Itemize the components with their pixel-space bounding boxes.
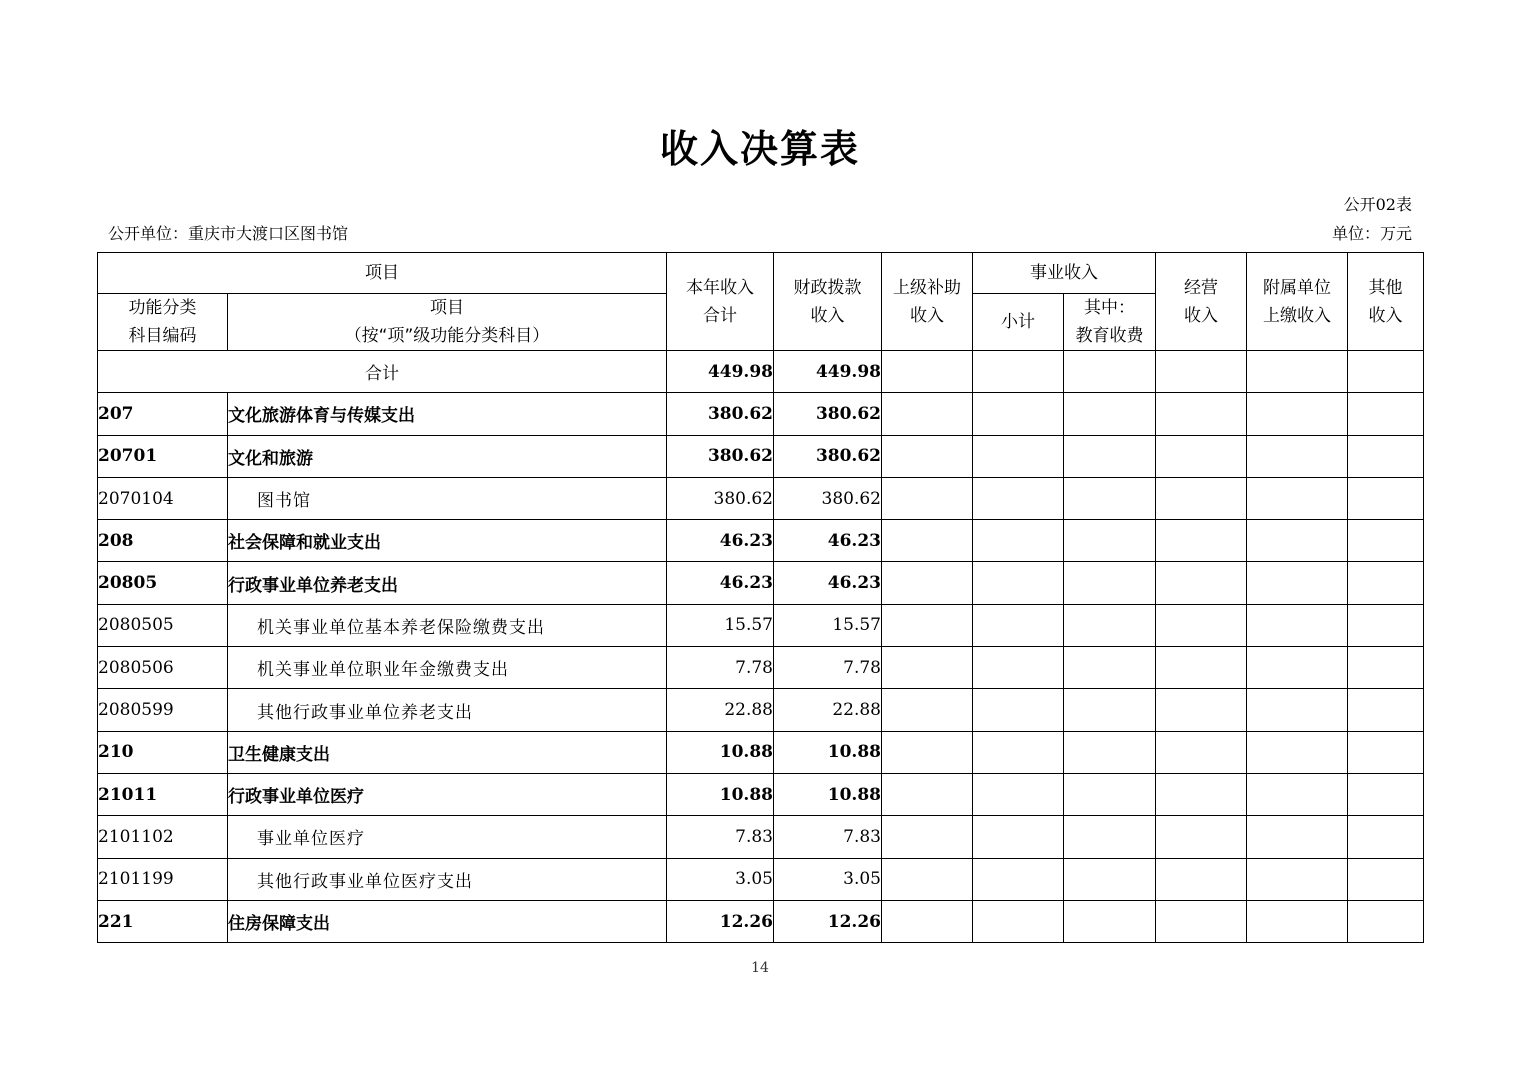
page-number: 14 xyxy=(751,960,769,976)
row-code: 20805 xyxy=(98,562,228,604)
row-fiscal: 3.05 xyxy=(774,858,882,900)
header-total-income xyxy=(667,253,774,351)
empty-cell xyxy=(1247,773,1348,815)
empty-cell xyxy=(1064,647,1156,689)
empty-cell xyxy=(973,562,1064,604)
row-total-income: 10.88 xyxy=(667,773,774,815)
empty-cell xyxy=(1247,900,1348,942)
row-name: 机关事业单位职业年金缴费支出 xyxy=(228,647,667,689)
empty-cell xyxy=(1247,435,1348,477)
empty-cell xyxy=(1156,477,1247,519)
empty-cell xyxy=(973,773,1064,815)
empty-cell xyxy=(1247,858,1348,900)
empty-cell xyxy=(973,604,1064,646)
header-operating-label: 经营 收入 xyxy=(1184,277,1218,326)
row-fiscal: 22.88 xyxy=(774,689,882,731)
empty-cell xyxy=(882,562,973,604)
empty-cell xyxy=(1348,351,1424,393)
reporting-unit: 公开单位：重庆市大渡口区图书馆 xyxy=(108,224,349,243)
row-name: 其他行政事业单位养老支出 xyxy=(228,689,667,731)
row-code: 208 xyxy=(98,520,228,562)
empty-cell xyxy=(1348,520,1424,562)
empty-cell xyxy=(1247,393,1348,435)
row-total-income: 380.62 xyxy=(667,435,774,477)
empty-cell xyxy=(1247,477,1348,519)
empty-cell xyxy=(1064,816,1156,858)
empty-cell xyxy=(1247,647,1348,689)
empty-cell xyxy=(882,647,973,689)
row-name: 行政事业单位医疗 xyxy=(228,773,667,815)
row-name: 其他行政事业单位医疗支出 xyxy=(228,858,667,900)
row-name: 卫生健康支出 xyxy=(228,731,667,773)
row-name: 机关事业单位基本养老保险缴费支出 xyxy=(228,604,667,646)
row-total-income: 12.26 xyxy=(667,900,774,942)
header-superior-label: 上级补助 收入 xyxy=(893,277,961,326)
row-total-income: 46.23 xyxy=(667,520,774,562)
empty-cell xyxy=(1064,562,1156,604)
row-fiscal: 10.88 xyxy=(774,731,882,773)
row-fiscal: 10.88 xyxy=(774,773,882,815)
empty-cell xyxy=(882,604,973,646)
currency-unit: 单位：万元 xyxy=(1331,224,1412,243)
total-fiscal-cell: 449.98 xyxy=(774,351,882,393)
header-other-label: 其他 收入 xyxy=(1368,277,1403,326)
table-row xyxy=(98,647,1424,689)
empty-cell xyxy=(1156,393,1247,435)
header-code xyxy=(98,294,228,351)
empty-cell xyxy=(973,351,1064,393)
empty-cell xyxy=(882,858,973,900)
empty-cell xyxy=(882,520,973,562)
table-row xyxy=(98,816,1424,858)
row-name: 图书馆 xyxy=(228,477,667,519)
table-row xyxy=(98,731,1424,773)
empty-cell xyxy=(1064,435,1156,477)
row-name: 社会保障和就业支出 xyxy=(228,520,667,562)
header-fiscal xyxy=(774,253,882,351)
row-total-income: 15.57 xyxy=(667,604,774,646)
form-number: 公开02表 xyxy=(1343,195,1412,214)
empty-cell xyxy=(1156,435,1247,477)
table-row xyxy=(98,858,1424,900)
row-code: 221 xyxy=(98,900,228,942)
empty-cell xyxy=(1064,477,1156,519)
empty-cell xyxy=(1064,604,1156,646)
header-total-income-label: 本年收入 合计 xyxy=(686,277,754,326)
empty-cell xyxy=(882,900,973,942)
empty-cell xyxy=(1348,858,1424,900)
empty-cell xyxy=(882,731,973,773)
empty-cell xyxy=(1348,689,1424,731)
empty-cell xyxy=(1156,520,1247,562)
empty-cell xyxy=(1156,604,1247,646)
row-total-income: 46.23 xyxy=(667,562,774,604)
row-code: 210 xyxy=(98,731,228,773)
empty-cell xyxy=(1247,351,1348,393)
empty-cell xyxy=(882,773,973,815)
empty-cell xyxy=(973,689,1064,731)
empty-cell xyxy=(1156,816,1247,858)
header-operating xyxy=(1156,253,1247,351)
empty-cell xyxy=(1156,773,1247,815)
empty-cell xyxy=(1247,520,1348,562)
empty-cell xyxy=(882,393,973,435)
empty-cell xyxy=(1348,562,1424,604)
empty-cell xyxy=(973,647,1064,689)
empty-cell xyxy=(1064,731,1156,773)
table-row xyxy=(98,562,1424,604)
table-row xyxy=(98,604,1424,646)
empty-cell xyxy=(973,816,1064,858)
total-row xyxy=(98,351,1424,393)
header-affiliated xyxy=(1247,253,1348,351)
header-fiscal-label: 财政拨款 收入 xyxy=(793,277,862,326)
row-code: 21011 xyxy=(98,773,228,815)
row-fiscal: 380.62 xyxy=(774,435,882,477)
empty-cell xyxy=(1247,689,1348,731)
row-fiscal: 12.26 xyxy=(774,900,882,942)
row-fiscal: 380.62 xyxy=(774,393,882,435)
row-fiscal: 7.83 xyxy=(774,816,882,858)
empty-cell xyxy=(973,520,1064,562)
page-title: 收入决算表 xyxy=(659,127,860,171)
empty-cell xyxy=(1348,731,1424,773)
row-name: 文化和旅游 xyxy=(228,435,667,477)
header-superior xyxy=(882,253,973,351)
empty-cell xyxy=(1247,816,1348,858)
empty-cell xyxy=(1064,858,1156,900)
header-subtotal: 小计 xyxy=(973,294,1064,351)
row-code: 2070104 xyxy=(98,477,228,519)
row-fiscal: 7.78 xyxy=(774,647,882,689)
table-row xyxy=(98,520,1424,562)
empty-cell xyxy=(882,689,973,731)
row-fiscal: 46.23 xyxy=(774,520,882,562)
row-fiscal: 46.23 xyxy=(774,562,882,604)
header-item xyxy=(228,294,667,351)
header-code-label: 功能分类 科目编码 xyxy=(128,298,197,346)
header-business-income: 事业收入 xyxy=(973,253,1156,294)
empty-cell xyxy=(1064,689,1156,731)
empty-cell xyxy=(1064,773,1156,815)
empty-cell xyxy=(1156,351,1247,393)
row-name: 文化旅游体育与传媒支出 xyxy=(228,393,667,435)
empty-cell xyxy=(1348,477,1424,519)
empty-cell xyxy=(1156,689,1247,731)
row-code: 2101102 xyxy=(98,816,228,858)
empty-cell xyxy=(1156,731,1247,773)
empty-cell xyxy=(882,477,973,519)
header-edu-fee xyxy=(1064,294,1156,351)
empty-cell xyxy=(1348,435,1424,477)
empty-cell xyxy=(1064,393,1156,435)
row-total-income: 10.88 xyxy=(667,731,774,773)
empty-cell xyxy=(973,393,1064,435)
table-row xyxy=(98,477,1424,519)
header-affiliated-label: 附属单位 上缴收入 xyxy=(1263,277,1331,326)
income-table xyxy=(97,252,1424,943)
empty-cell xyxy=(1348,773,1424,815)
empty-cell xyxy=(1348,647,1424,689)
table-row xyxy=(98,900,1424,942)
row-total-income: 3.05 xyxy=(667,858,774,900)
empty-cell xyxy=(1064,900,1156,942)
total-income-cell: 449.98 xyxy=(667,351,774,393)
row-code: 2080506 xyxy=(98,647,228,689)
row-total-income: 22.88 xyxy=(667,689,774,731)
empty-cell xyxy=(1156,562,1247,604)
empty-cell xyxy=(1064,351,1156,393)
empty-cell xyxy=(882,435,973,477)
empty-cell xyxy=(1156,900,1247,942)
row-total-income: 7.83 xyxy=(667,816,774,858)
row-name: 事业单位医疗 xyxy=(228,816,667,858)
empty-cell xyxy=(882,816,973,858)
empty-cell xyxy=(1156,647,1247,689)
empty-cell xyxy=(1348,393,1424,435)
row-total-income: 380.62 xyxy=(667,477,774,519)
row-fiscal: 15.57 xyxy=(774,604,882,646)
empty-cell xyxy=(1247,731,1348,773)
row-total-income: 7.78 xyxy=(667,647,774,689)
header-project: 项目 xyxy=(98,253,667,294)
empty-cell xyxy=(1348,900,1424,942)
empty-cell xyxy=(973,858,1064,900)
empty-cell xyxy=(1156,858,1247,900)
empty-cell xyxy=(973,477,1064,519)
row-code: 207 xyxy=(98,393,228,435)
empty-cell xyxy=(1064,520,1156,562)
row-code: 20701 xyxy=(98,435,228,477)
row-code: 2080505 xyxy=(98,604,228,646)
total-label: 合计 xyxy=(98,351,667,393)
empty-cell xyxy=(1247,604,1348,646)
header-item-label: 项目 （按“项”级功能分类科目） xyxy=(344,298,550,346)
empty-cell xyxy=(1247,562,1348,604)
empty-cell xyxy=(973,731,1064,773)
row-code: 2101199 xyxy=(98,858,228,900)
empty-cell xyxy=(1348,816,1424,858)
empty-cell xyxy=(882,351,973,393)
table-row xyxy=(98,393,1424,435)
empty-cell xyxy=(1348,604,1424,646)
row-total-income: 380.62 xyxy=(667,393,774,435)
header-other xyxy=(1348,253,1424,351)
table-row xyxy=(98,689,1424,731)
empty-cell xyxy=(973,900,1064,942)
table-row xyxy=(98,773,1424,815)
empty-cell xyxy=(973,435,1064,477)
table-row xyxy=(98,435,1424,477)
row-code: 2080599 xyxy=(98,689,228,731)
row-fiscal: 380.62 xyxy=(774,477,882,519)
row-name: 行政事业单位养老支出 xyxy=(228,562,667,604)
header-edu-fee-label: 其中： 教育收费 xyxy=(1075,298,1144,346)
row-name: 住房保障支出 xyxy=(228,900,667,942)
